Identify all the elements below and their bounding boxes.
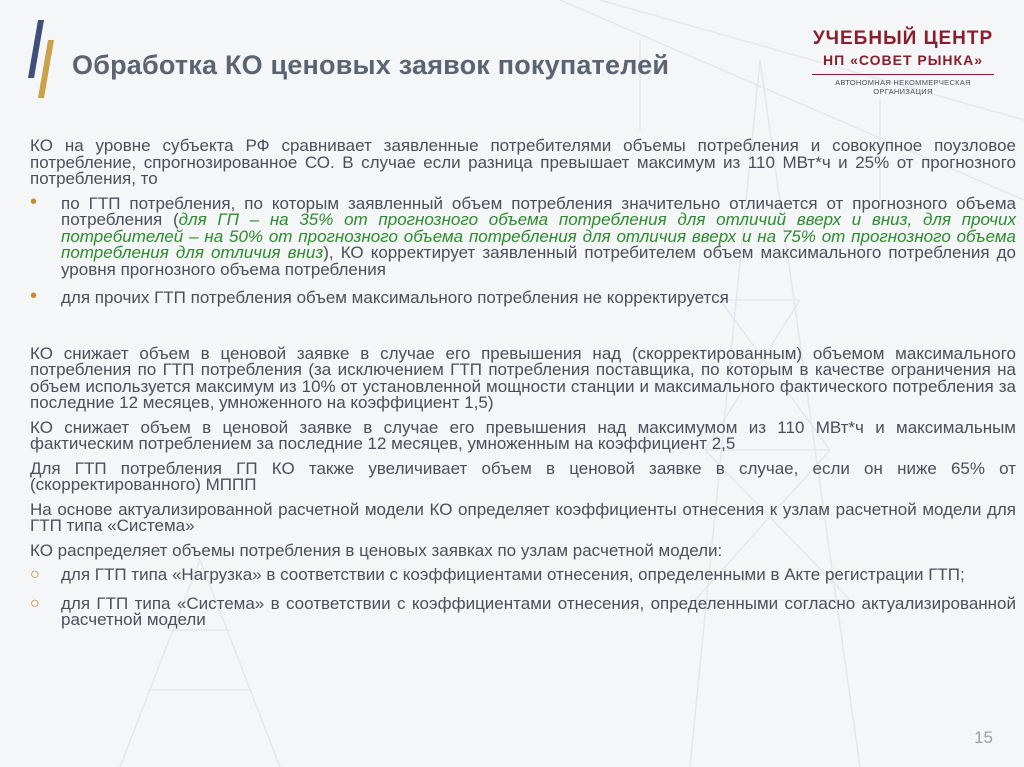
paragraph-5: На основе актуализированной расчетной модели КО определяет коэффициенты отнесения к узлам расчетной модели для ГТП типа «Система» xyxy=(30,499,1016,535)
paragraph-1: КО на уровне субъекта РФ сравнивает заявленные потребителями объемы потребления и совокупное поузловое потребление, спрогнозированное СО. В случае если разница превышает максимум из 110 МВт*ч и 25% от прогнозного потребления, то xyxy=(30,136,1016,188)
paragraph-3: КО снижает объем в ценовой заявке в случае его превышения над максимумом из 110 МВт*ч и максимальным фактическим потреблением за последние 12 месяцев, умноженным на коэффициент 2,5 xyxy=(30,417,1016,453)
bullet-dot-icon: • xyxy=(30,285,38,307)
spacer xyxy=(30,319,1016,346)
page-title: Обработка КО ценовых заявок покупателей xyxy=(72,50,670,80)
logo-line1: УЧЕБНЫЙ ЦЕНТР xyxy=(812,28,994,49)
bullet-2-text: для прочих ГТП потребления объем максимального потребления не корректируется xyxy=(61,288,729,307)
circle-list xyxy=(30,567,1016,629)
logo-line3: АВТОНОМНАЯ НЕКОММЕРЧЕСКАЯ ОРГАНИЗАЦИЯ xyxy=(835,78,971,96)
bullet-item-1 xyxy=(30,190,1016,279)
page-number: 15 xyxy=(974,728,993,747)
logo xyxy=(808,28,998,96)
brand-slashes-icon xyxy=(26,18,66,98)
circle-item-2 xyxy=(30,593,1016,629)
paragraph-2: КО снижает объем в ценовой заявке в случае его превышения над (скорректированным) объемом максимального потребления по ГТП потребления (за исключением ГТП потребления поставщика, по которым в качестве ограничения на объем используется максимум из 10% от установленной мощности станции и максимального фактического потребления за последние 12 месяцев, умноженного на коэффициент 1,5) xyxy=(30,343,1016,412)
circle-2-text: для ГТП типа «Система» в соответствии с коэффициентами отнесения, определенными согласно актуализированной расчетной модели xyxy=(61,593,1016,629)
circle-item-1 xyxy=(30,567,1016,584)
logo-line2: НП «СОВЕТ РЫНКА» xyxy=(823,52,983,68)
bullet-list xyxy=(30,190,1016,307)
bullet-item-2 xyxy=(30,285,1016,307)
bullet-1-green-text: для ГП – на 35% от прогнозного объема потребления для отличий вверх и вниз, для прочих потребителей – на 50% от прогнозного объема потребления для отличия вверх и на 75% от прогнозного объема потребления для отличия вниз xyxy=(61,210,1016,262)
bullet-1-text-a: по ГТП потребления, по которым заявленный объем потребления значительно отличается от прогнозного объема потребления ( xyxy=(61,193,1016,229)
paragraph-4: Для ГТП потребления ГП КО также увеличивает объем в ценовой заявке в случае, если он ниже 65% от (скорректированного) МППП xyxy=(30,458,1016,494)
logo-divider xyxy=(812,74,994,75)
slide-content xyxy=(30,138,1016,641)
hollow-circle-icon: ○ xyxy=(30,594,40,612)
bullet-dot-icon: • xyxy=(30,190,38,213)
circle-1-text: для ГТП типа «Нагрузка» в соответствии с коэффициентами отнесения, определенными в Акте регистрации ГТП; xyxy=(61,565,965,584)
paragraph-6: КО распределяет объемы потребления в ценовых заявках по узлам расчетной модели: xyxy=(30,540,723,560)
bullet-1-text-b: ), КО корректирует заявленный потребителем объем максимального потребления до уровня прогнозного объема потребления xyxy=(61,243,1016,279)
hollow-circle-icon: ○ xyxy=(30,566,40,583)
